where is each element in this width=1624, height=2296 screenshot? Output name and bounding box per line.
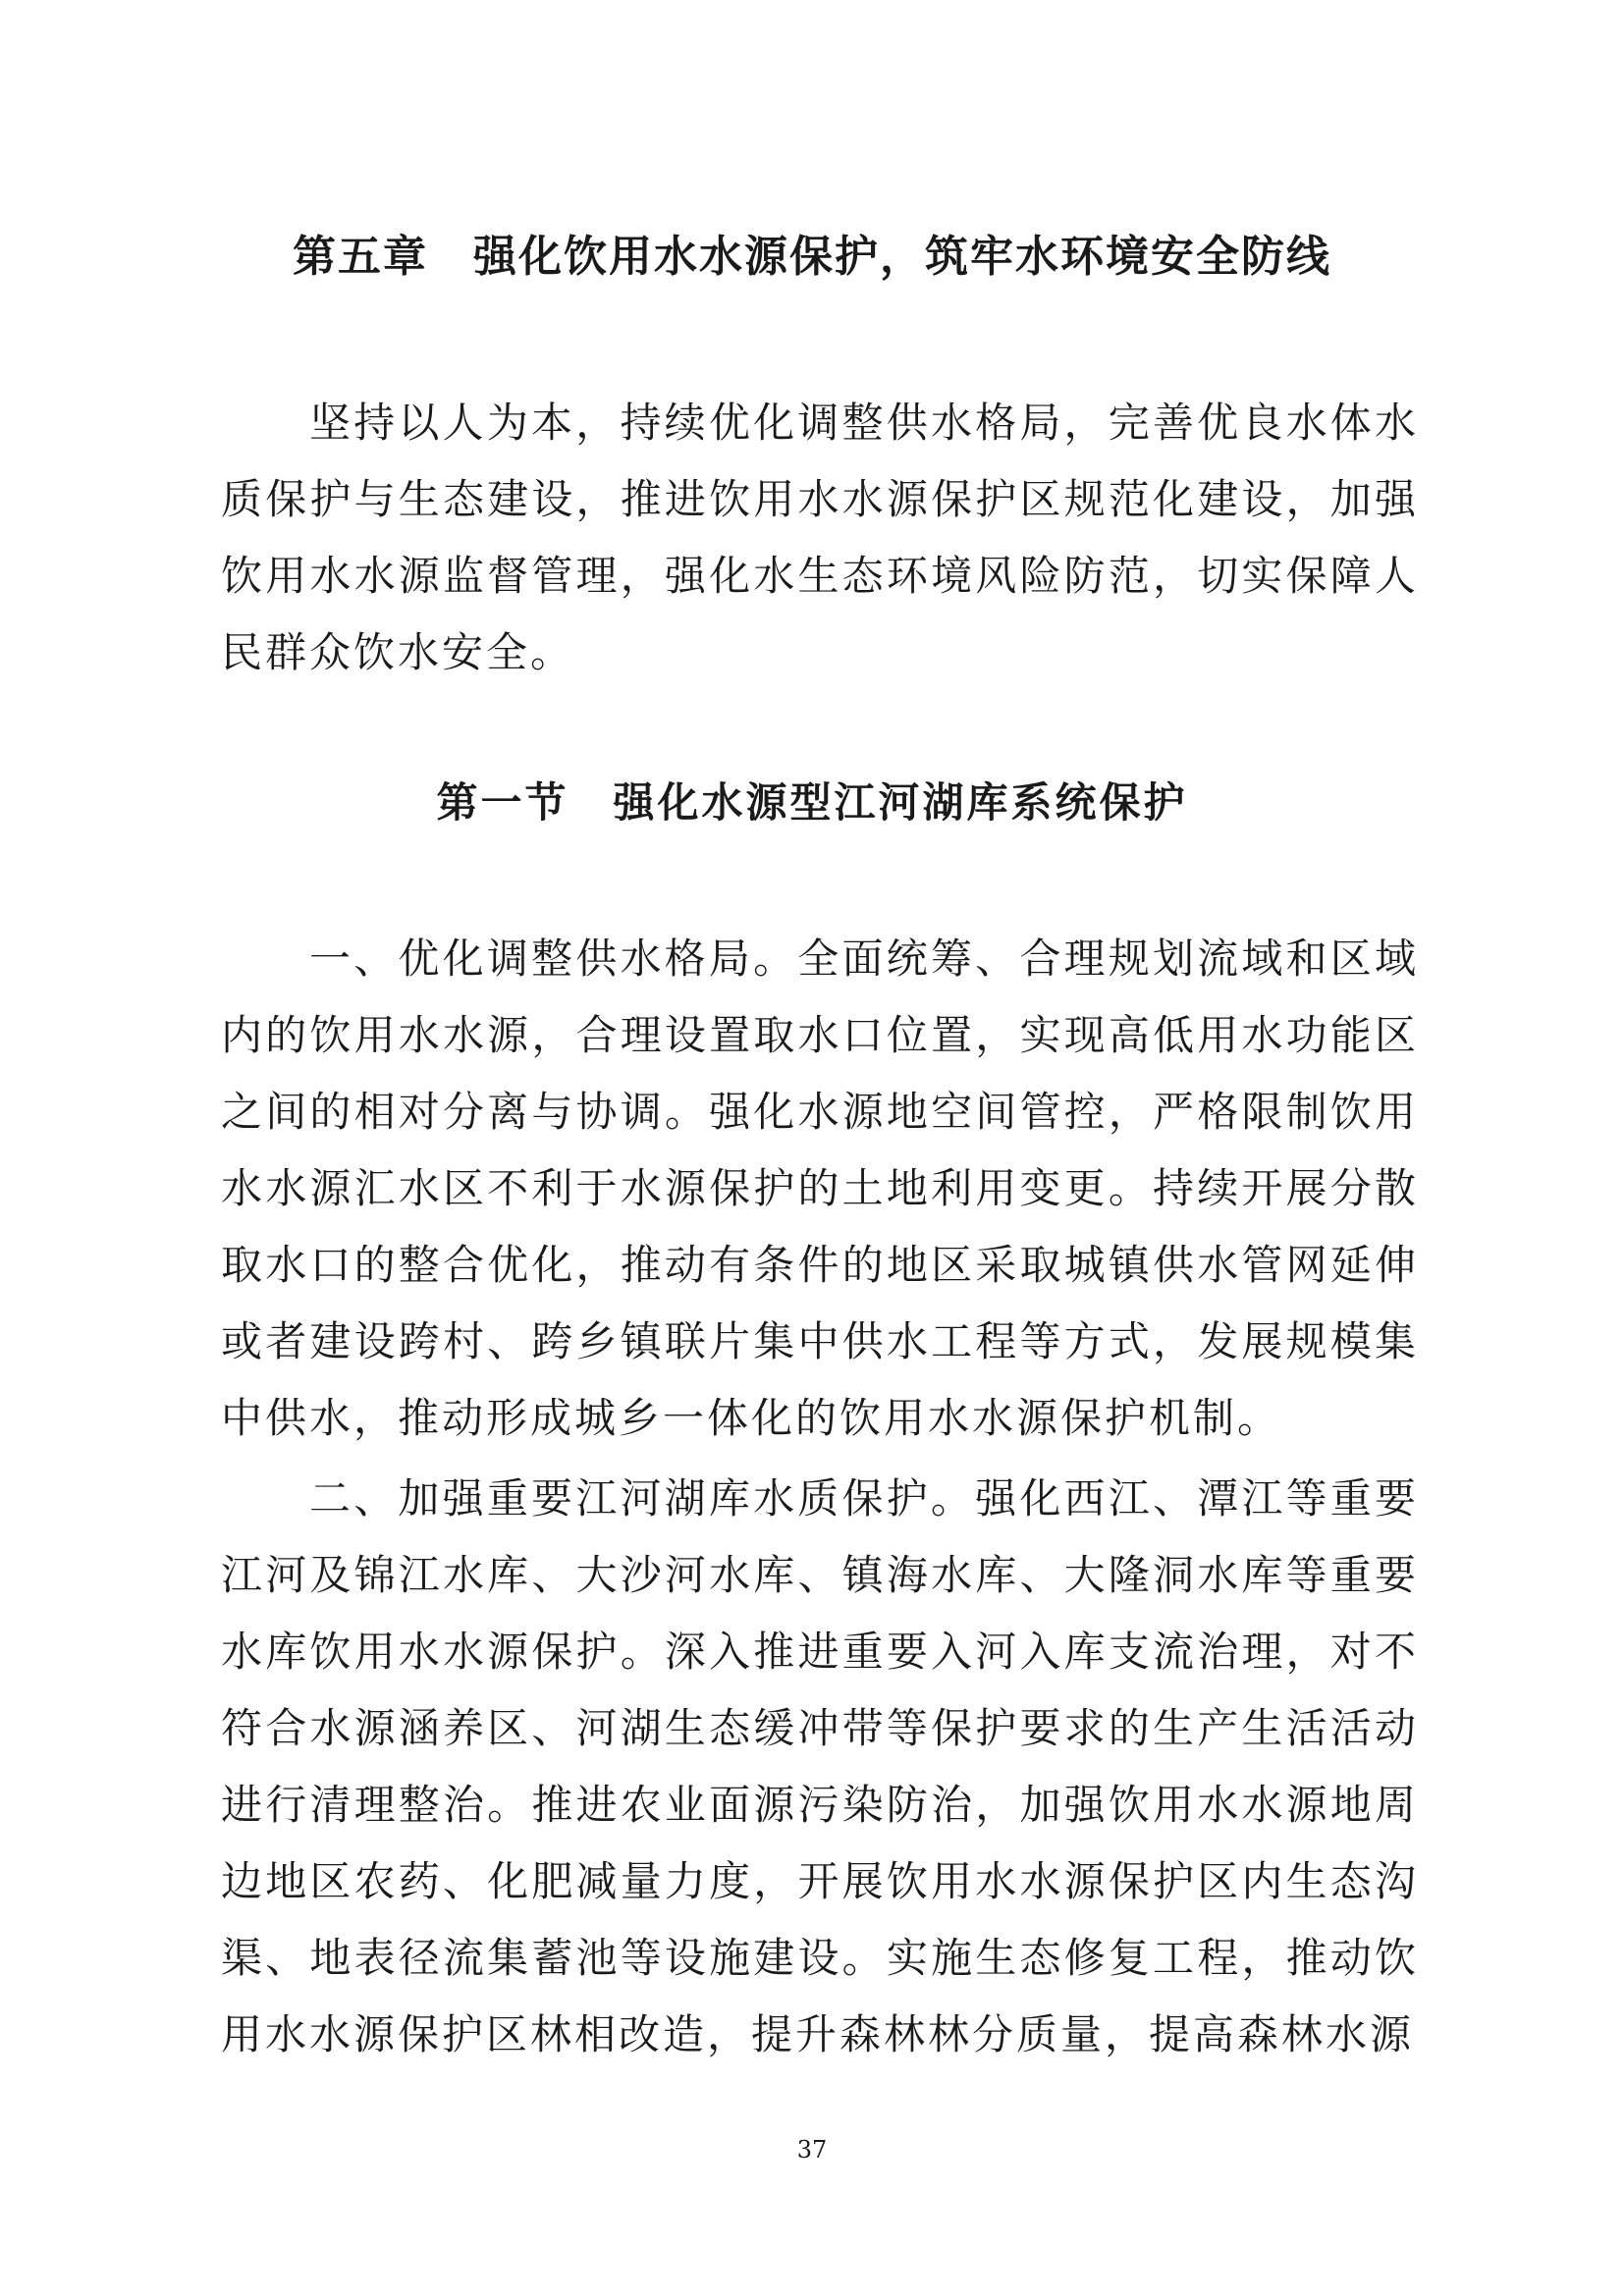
paragraph-optimize-water-supply: 一、优化调整供水格局。全面统筹、合理规划流域和区域内的饮用水水源，合理设置取水口位置，实现高低用水功能区之间的相对分离与协调。强化水源地空间管控，严格限制饮用水水源汇水区不利于水源保护的土地利用变更。持续开展分散取水口的整合优化，推动有条件的地区采取城镇供水管网延伸或者建设跨村、跨乡镇联片集中供水工程等方式，发展规模集中供水，推动形成城乡一体化的饮用水水源保护机制。 — [221, 934, 1419, 1442]
section-title: 第一节 强化水源型江河湖库系统保护 — [436, 778, 1188, 827]
intro-paragraph: 坚持以人为本，持续优化调整供水格局，完善优良水体水质保护与生态建设，推进饮用水水源保护区规范化建设，加强饮用水水源监督管理，强化水生态环境风险防范，切实保障人民群众饮水安全。 — [221, 399, 1419, 676]
paragraph-protect-rivers-lakes: 二、加强重要江河湖库水质保护。强化西江、潭江等重要江河及锦江水库、大沙河水库、镇海水库、大隆洞水库等重要水库饮用水水源保护。深入推进重要入河入库支流治理，对不符合水源涵养区、河湖生态缓冲带等保护要求的生产生活活动进行清理整治。推进农业面源污染防治，加强饮用水水源地周边地区农药、化肥减量力度，开展饮用水水源保护区内生态沟渠、地表径流集蓄池等设施建设。实施生态修复工程，推动饮用水水源保护区林相改造，提升森林林分质量，提高森林水源 — [221, 1474, 1419, 2058]
page-number: 37 — [796, 2136, 828, 2163]
chapter-title: 第五章 强化饮用水水源保护，筑牢水环境安全防线 — [293, 232, 1331, 282]
